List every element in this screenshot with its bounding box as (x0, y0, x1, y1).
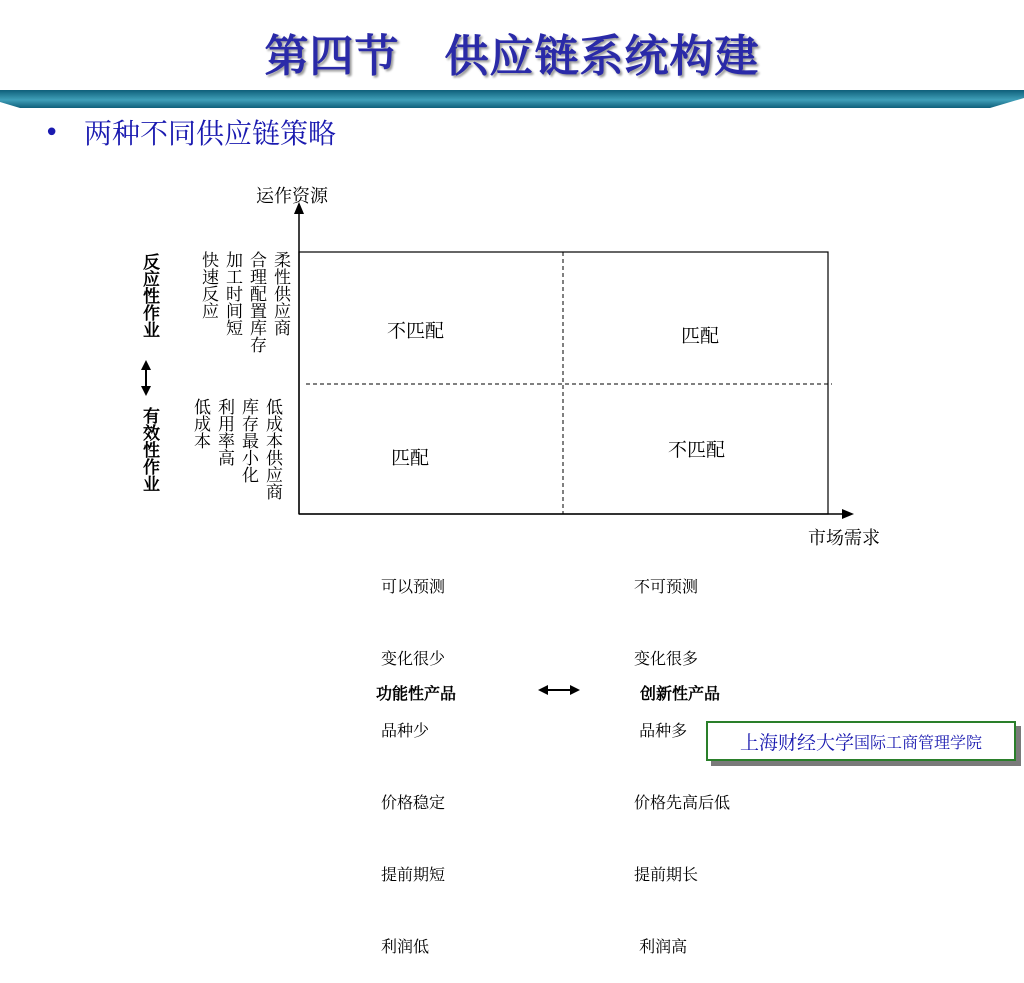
efficient-operation-label: 有效性作业 (139, 407, 159, 492)
responsive-operation-label: 反应性作业 (139, 253, 159, 338)
footer-badge (706, 721, 1016, 761)
upper-trait: 加工时间短 (222, 251, 242, 336)
functional-trait: 利润低 (381, 937, 430, 956)
upper-trait: 柔性供应商 (270, 251, 290, 336)
cell-top-left: 不匹配 (387, 320, 445, 342)
functional-trait: 可以预测 (381, 577, 446, 596)
functional-trait: 价格稳定 (381, 793, 446, 812)
footer-university: 上海财经大学 (739, 731, 854, 754)
cell-top-right: 匹配 (681, 325, 720, 347)
innovative-trait: 提前期长 (634, 865, 699, 884)
functional-product-label: 功能性产品 (376, 684, 457, 703)
innovative-trait: 不可预测 (634, 577, 699, 596)
page-title: 第四节 供应链系统构建 (264, 31, 760, 82)
matrix-box (299, 252, 828, 514)
lower-trait: 库存最小化 (238, 398, 258, 483)
innovative-trait: 变化很多 (634, 649, 699, 668)
cell-bottom-left: 匹配 (391, 447, 430, 469)
innovative-product-label: 创新性产品 (640, 684, 721, 703)
innovative-trait: 价格先高后低 (634, 793, 731, 812)
lower-trait: 低成本供应商 (262, 398, 282, 500)
upper-trait: 快速反应 (198, 251, 218, 319)
functional-trait: 提前期短 (381, 865, 446, 884)
y-axis-label: 运作资源 (256, 186, 328, 207)
cell-bottom-right: 不匹配 (668, 439, 726, 461)
functional-traits (381, 527, 445, 983)
x-axis-arrowhead (842, 509, 854, 519)
innovative-trait: 品种多 (634, 721, 688, 740)
innovative-trait: 利润高 (634, 937, 688, 956)
bullet-text: 两种不同供应链策略 (84, 117, 337, 150)
x-axis-label: 市场需求 (808, 528, 880, 549)
lower-trait: 利用率高 (214, 398, 234, 466)
functional-trait: 品种少 (381, 721, 430, 740)
functional-trait: 变化很少 (381, 649, 446, 668)
bullet-marker: • (44, 118, 60, 148)
lower-trait: 低成本 (190, 398, 210, 449)
upper-trait: 合理配置库存 (246, 251, 266, 353)
footer-college: 国际工商管理学院 (854, 732, 983, 752)
